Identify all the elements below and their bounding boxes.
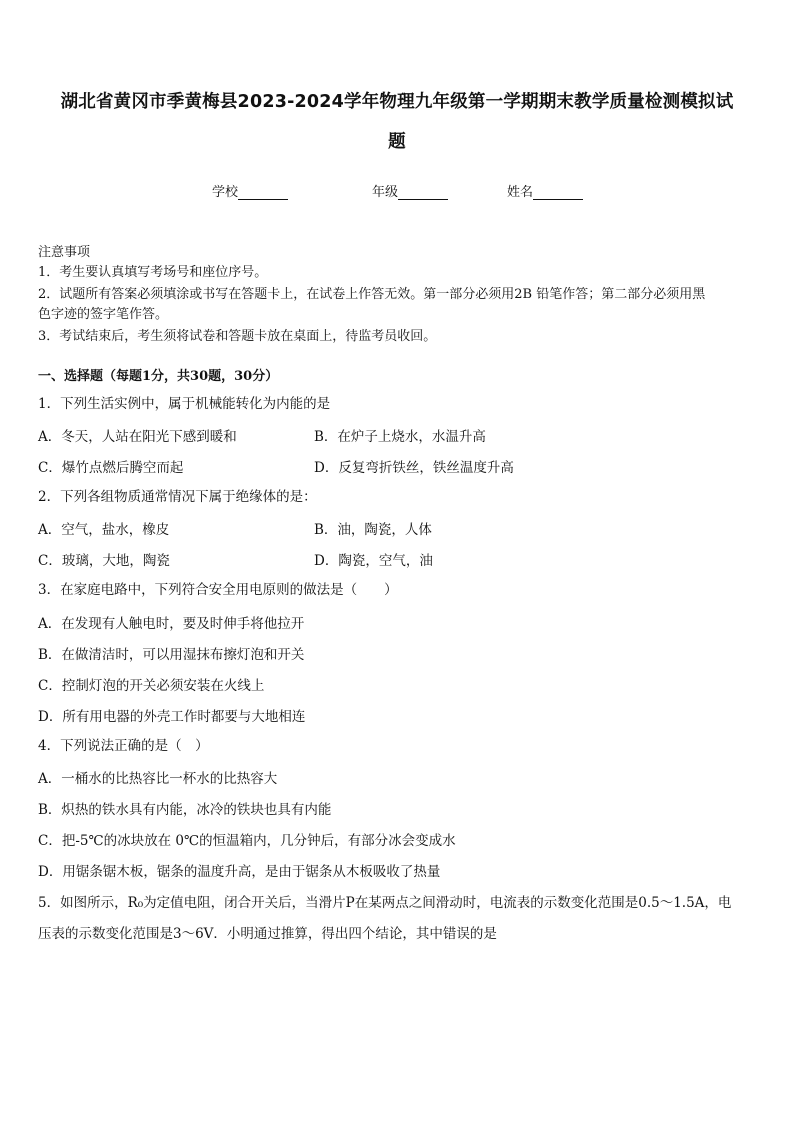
question-5-stem-line1: 5．如图所示，R₀为定值电阻，闭合开关后，当滑片P在某两点之间滑动时，电流表的示数变化范围是0.5～1.5A，电	[38, 895, 732, 911]
name-blank[interactable]	[533, 185, 583, 200]
school-blank[interactable]	[238, 185, 288, 200]
question-5-stem-line2: 压表的示数变化范围是3～6V．小明通过推算，得出四个结论，其中错误的是	[38, 926, 497, 942]
question-4-stem: 4．下列说法正确的是（ ）	[38, 738, 209, 754]
name-label: 姓名	[507, 185, 534, 200]
school-field	[212, 181, 288, 200]
question-1-option-d[interactable]: D．反复弯折铁丝，铁丝温度升高	[314, 460, 514, 476]
notice-item-1: 1．考生要认真填写考场号和座位序号。	[38, 265, 268, 280]
question-4-option-c[interactable]: C．把-5℃的冰块放在 0℃的恒温箱内，几分钟后，有部分冰会变成水	[38, 833, 456, 849]
question-1-option-c[interactable]: C．爆竹点燃后腾空而起	[38, 460, 184, 476]
section-heading: 一、选择题（每题1分，共30题，30分）	[38, 369, 279, 384]
question-4-option-a[interactable]: A．一桶水的比热容比一杯水的比热容大	[38, 771, 278, 787]
notice-item-3: 3．考试结束后，考生须将试卷和答题卡放在桌面上，待监考员收回。	[38, 329, 437, 344]
question-3-option-a[interactable]: A．在发现有人触电时，要及时伸手将他拉开	[38, 616, 305, 632]
notice-item-2-cont: 色字迹的签字笔作答。	[38, 307, 169, 322]
question-3-option-d[interactable]: D．所有用电器的外壳工作时都要与大地相连	[38, 709, 306, 725]
question-1-option-b[interactable]: B．在炉子上烧水，水温升高	[314, 429, 486, 445]
question-3-option-c[interactable]: C．控制灯泡的开关必须安装在火线上	[38, 678, 265, 694]
question-1-option-a[interactable]: A．冬天，人站在阳光下感到暖和	[38, 429, 237, 445]
question-4-option-b[interactable]: B．炽热的铁水具有内能，冰冷的铁块也具有内能	[38, 802, 332, 818]
grade-label: 年级	[372, 185, 399, 200]
question-3-stem: 3．在家庭电路中，下列符合安全用电原则的做法是（ ）	[38, 582, 398, 598]
school-label: 学校	[212, 185, 239, 200]
name-field	[507, 181, 583, 200]
exam-title-line1: 湖北省黄冈市季黄梅县2023-2024学年物理九年级第一学期期末教学质量检测模拟试	[60, 92, 734, 112]
question-3-option-b[interactable]: B．在做清洁时，可以用湿抹布擦灯泡和开关	[38, 647, 305, 663]
question-2-stem: 2．下列各组物质通常情况下属于绝缘体的是：	[38, 489, 317, 505]
grade-field	[372, 181, 448, 200]
exam-title-line2: 题	[388, 132, 406, 152]
notice-heading: 注意事项	[38, 245, 91, 260]
notice-item-2: 2．试题所有答案必须填涂或书写在答题卡上，在试卷上作答无效。第一部分必须用2B 铅笔作答；第二部分必须用黑	[38, 287, 706, 302]
question-2-option-a[interactable]: A．空气，盐水，橡皮	[38, 522, 170, 538]
question-1-stem: 1．下列生活实例中，属于机械能转化为内能的是	[38, 396, 331, 412]
question-2-option-b[interactable]: B．油，陶瓷，人体	[314, 522, 432, 538]
grade-blank[interactable]	[398, 185, 448, 200]
question-2-option-d[interactable]: D．陶瓷，空气，油	[314, 553, 433, 569]
question-4-option-d[interactable]: D．用锯条锯木板，锯条的温度升高，是由于锯条从木板吸收了热量	[38, 864, 441, 880]
question-2-option-c[interactable]: C．玻璃，大地，陶瓷	[38, 553, 170, 569]
